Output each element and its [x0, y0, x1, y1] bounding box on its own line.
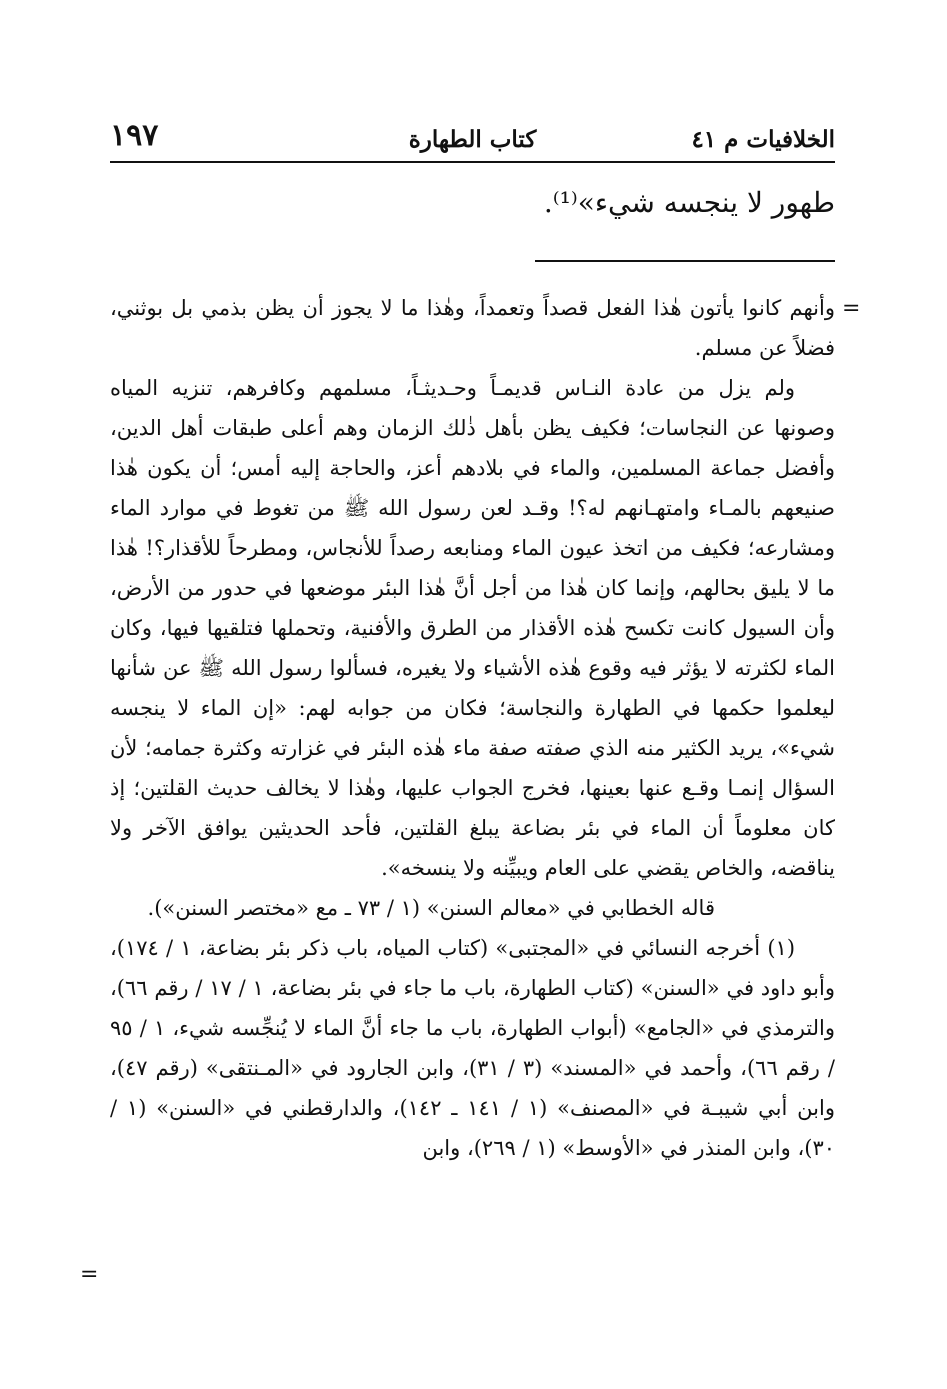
footnote-1: (١) أخرجه النسائي في «المجتبى» (كتاب المياه، باب ذكر بئر بضاعة، ١ / ١٧٤)، وأبو داود في «السنن» (كتاب الطهارة، باب ما جاء في بئر بضاعة، ١ / ١٧ / رقم ٦٦)، والترمذي في «الجامع» (أبواب الطهارة، باب ما جاء أنَّ الماء لا يُنجِّسه شيء، ١ / ٩٥ / رقم ٦٦)، وأحمد في «المسند» (٣ / ٣١)، وابن الجارود في «المـنتقى» (رقم ٤٧)، وابن أبي شيبـة في «المصنف» (١ / ١٤١ ـ ١٤٢)، والدارقطني في «السنن» (١ / ٣٠)، وابن المنذر في «الأوسط» (١ / ٢٦٩)، وابن — [110, 936, 835, 1160]
footnote-continuation-para-2: ولم يزل من عادة النـاس قديمـاً وحـديثـاً، مسلمهم وكافرهم، تنزيه المياه وصونها عن النجاسات؛ فكيف يظن بأهل ذٰلك الزمان وهم أعلى طبقات أهل الدين، وأفضل جماعة المسلمين، والماء في بلادهم أعز، والحاجة إليه أمس؛ أن يكون هٰذا صنيعهم بالمـاء وامتهـانهم له؟! وقـد لعن رسول الله ﷺ من تغوط في موارد الماء ومشارعه؛ فكيف من اتخذ عيون الماء ومنابعه رصداً للأنجاس، ومطرحاً للأقذار؟! هٰذا ما لا يليق بحالهم، وإنما كان هٰذا من أجل أنَّ هٰذا البئر موضعها في حدور من الأرض، وأن السيول كانت تكسح هٰذه الأقذار من الطرق والأفنية، وتحملها فتلقيها فيها، وكان الماء لكثرته لا يؤثر فيه وقوع هٰذه الأشياء ولا يغيره، فسألوا رسول الله ﷺ عن شأنها ليعلموا حكمها في الطهارة والنجاسة؛ فكان من جوابه لهم: «إن الماء لا ينجسه شيء»، يريد الكثير منه الذي صفته صفة ماء هٰذه البئر في غزارته وكثرة جمامه؛ لأن السؤال إنمـا وقـع عنها بعينها، فخرج الجواب عليها، وهٰذا لا يخالف حديث القلتين؛ إذ كان معلوماً أن الماء في بئر بضاعة يبلغ القلتين، فأحد الحديثين يوافق الآخر ولا يناقضه، والخاص يقضي على العام ويبيِّنه ولا ينسخه». — [110, 376, 835, 880]
chapter-reference: الخلافيات م ٤١ — [691, 126, 835, 153]
continuation-mark-top: = — [842, 296, 861, 321]
footnote-area — [110, 288, 835, 1168]
main-text-line: طهور لا ينجسه شيء»⁽¹⁾. — [543, 186, 835, 219]
footnote-separator — [535, 260, 835, 262]
footnote-continuation-para-1: وأنهم كانوا يأتون هٰذا الفعل قصداً وتعمداً، وهٰذا ما لا يجوز أن يظن بذمي بل بوثني، فضلاً عن مسلم. — [110, 296, 835, 360]
header-rule — [110, 161, 835, 163]
page-number: ١٩٧ — [110, 118, 159, 153]
credit-line: قاله الخطابي في «معالم السنن» (١ / ٧٣ ـ مع «مختصر السنن»). — [147, 896, 715, 920]
running-header — [110, 118, 835, 162]
section-title: كتاب الطهارة — [408, 126, 537, 153]
continuation-mark-bottom: = — [80, 1262, 99, 1287]
